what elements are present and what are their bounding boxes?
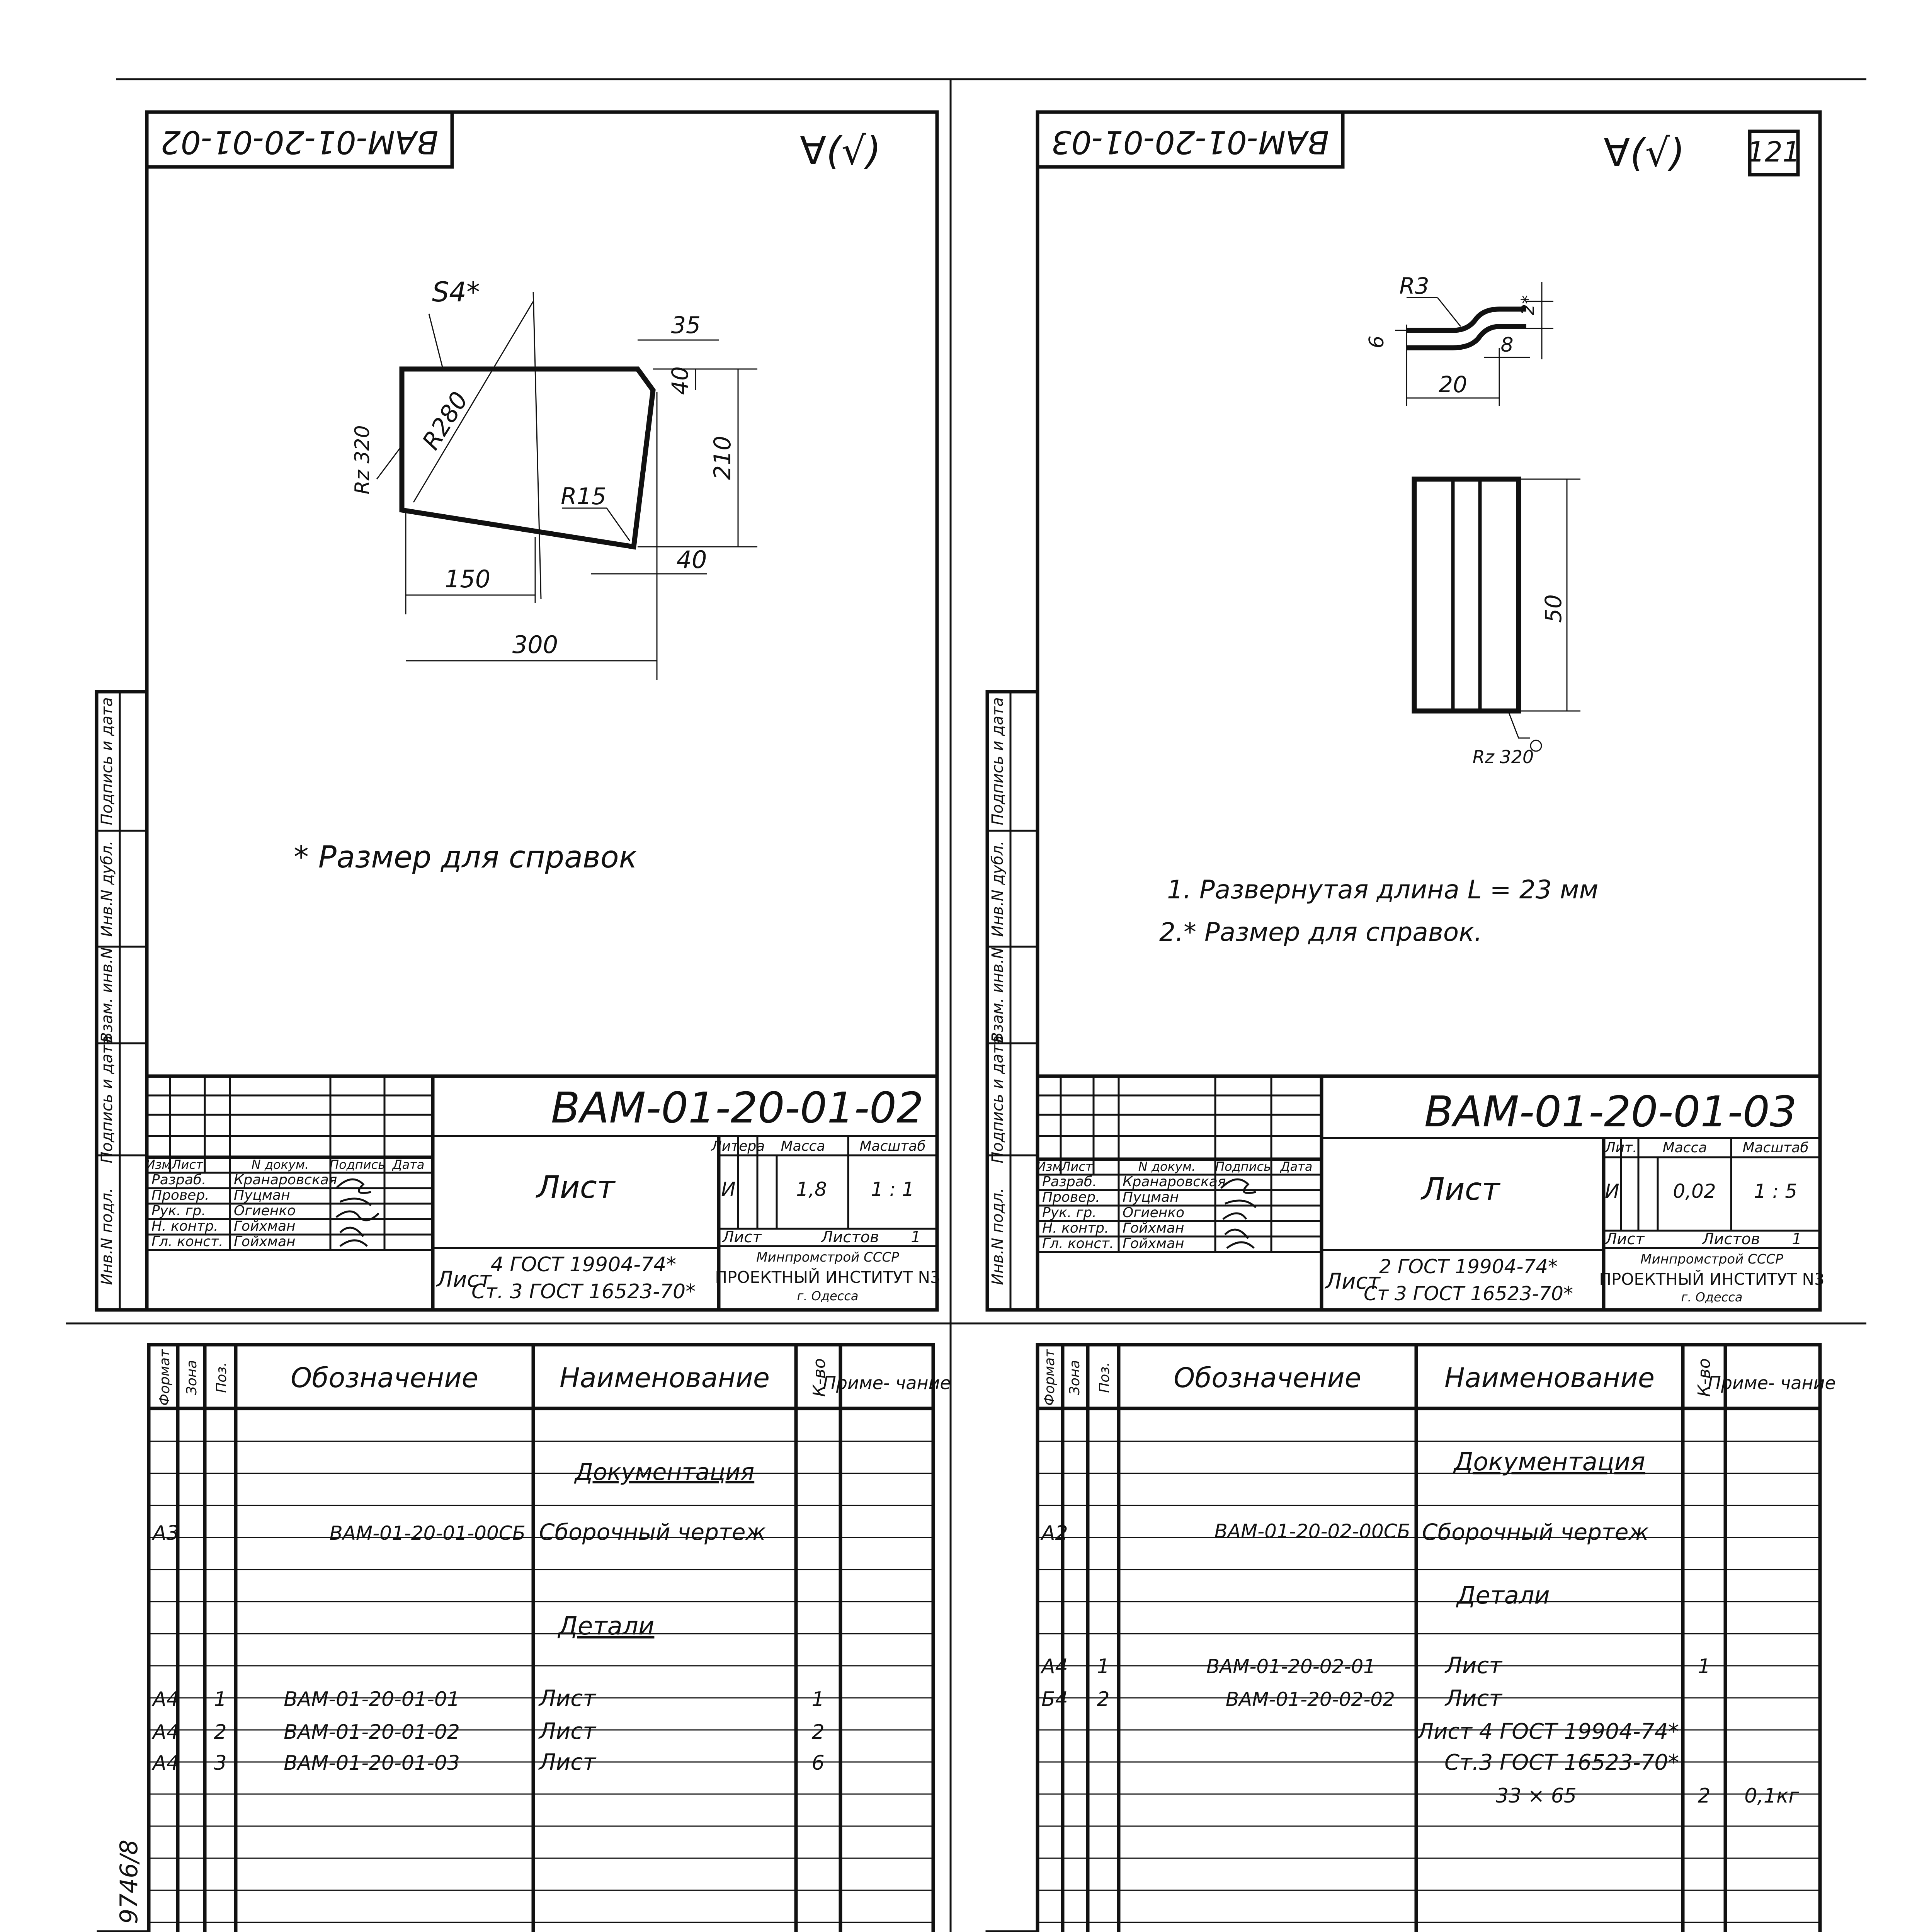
hdr-pos: Поз. bbox=[1097, 1362, 1112, 1393]
org-line1: Минпромстрой СССР bbox=[1640, 1252, 1783, 1267]
roughness-mark: ∀(√) bbox=[1604, 130, 1685, 175]
material-top: 4 ГОСТ 19904-74* bbox=[490, 1253, 677, 1276]
row-note: 0,1кг bbox=[1744, 1784, 1799, 1808]
material-top: 2 ГОСТ 19904-74* bbox=[1379, 1255, 1558, 1278]
stamp-sign2: Подпись и дата bbox=[98, 697, 116, 825]
person-nkontr: Гойхман bbox=[234, 1218, 296, 1234]
row-format: А4 bbox=[153, 1752, 179, 1775]
row-designation: ВАМ-01-20-01-00СБ bbox=[329, 1522, 526, 1544]
row-pos: 2 bbox=[1097, 1688, 1110, 1711]
hdr-note: Приме- чание bbox=[823, 1372, 951, 1393]
org-line2: ПРОЕКТНЫЙ ИНСТИТУТ N3 bbox=[1599, 1270, 1825, 1289]
hdr-qty: К-во bbox=[810, 1358, 829, 1397]
scale-value: 1 : 5 bbox=[1754, 1180, 1798, 1202]
hdr-name: Наименование bbox=[560, 1362, 770, 1394]
row-name: 33 × 65 bbox=[1496, 1784, 1577, 1808]
row-qty: 2 bbox=[1698, 1784, 1711, 1808]
row-format: А2 bbox=[1041, 1522, 1068, 1545]
dim-35: 35 bbox=[671, 312, 701, 339]
sheets-value: 1 bbox=[911, 1228, 921, 1246]
person-ruk: Огиенко bbox=[234, 1203, 296, 1219]
roughness-mark: ∀(√) bbox=[800, 128, 881, 173]
material-prefix: Лист bbox=[437, 1267, 492, 1292]
mass-header: Масса bbox=[1662, 1140, 1707, 1156]
person-prover: Пуцман bbox=[234, 1187, 290, 1203]
stamp-inv: Инв.N подл. bbox=[989, 1188, 1007, 1285]
row-format: А4 bbox=[153, 1721, 179, 1744]
dim-40-top: 40 bbox=[667, 366, 693, 395]
row-name: Документация bbox=[1454, 1448, 1645, 1476]
hdr-izm: Изм bbox=[1036, 1159, 1062, 1174]
row-name: Детали bbox=[558, 1612, 655, 1641]
org-line3: г. Одесса bbox=[1681, 1290, 1743, 1304]
org-line2: ПРОЕКТНЫЙ ИНСТИТУТ N3 bbox=[715, 1268, 941, 1287]
dim-r3: R3 bbox=[1399, 273, 1429, 299]
side-stamp bbox=[987, 692, 1038, 1310]
hdr-format: Формат bbox=[1042, 1349, 1058, 1406]
sheet-top-left bbox=[97, 112, 941, 1310]
row-format: Б4 bbox=[1041, 1688, 1068, 1711]
role-razrab: Разраб. bbox=[151, 1172, 206, 1188]
sheet-label: Лист bbox=[722, 1228, 762, 1246]
dim-300: 300 bbox=[512, 631, 558, 659]
row-pos: 3 bbox=[214, 1752, 227, 1775]
person-ruk: Огиенко bbox=[1123, 1205, 1185, 1221]
hdr-date: Дата bbox=[392, 1157, 425, 1172]
row-designation: ВАМ-01-20-01-01 bbox=[284, 1688, 460, 1711]
dim-6: 6 bbox=[1365, 335, 1388, 349]
stamp-sign1: Подпись и дата bbox=[989, 1035, 1007, 1163]
sheet-bottom-left bbox=[99, 1345, 951, 1932]
center-line bbox=[533, 292, 541, 599]
row-qty: 1 bbox=[811, 1688, 825, 1711]
dim-50: 50 bbox=[1540, 594, 1567, 623]
dim-r280: R280 bbox=[417, 386, 474, 455]
role-glkonst: Гл. конст. bbox=[1042, 1236, 1114, 1252]
hdr-izm: Изм bbox=[146, 1157, 171, 1172]
sheets-label: Листов bbox=[1702, 1230, 1760, 1248]
dim-2: 2* bbox=[1517, 295, 1538, 316]
sheets-value: 1 bbox=[1792, 1230, 1802, 1248]
material-prefix: Лист bbox=[1325, 1269, 1380, 1294]
mass-header: Масса bbox=[781, 1138, 825, 1154]
org-line1: Минпромстрой СССР bbox=[756, 1250, 899, 1265]
doc-code: ВАМ-01-20-01-03 bbox=[1424, 1087, 1797, 1136]
lit-value: И bbox=[721, 1178, 736, 1201]
sheet-number: 121 bbox=[1747, 136, 1800, 168]
hdr-sign: Подпись bbox=[1215, 1159, 1271, 1174]
part-name: Лист bbox=[536, 1169, 615, 1205]
row-name: Лист bbox=[1445, 1685, 1502, 1711]
material-bottom: Ст 3 ГОСТ 16523-70* bbox=[1364, 1282, 1573, 1305]
s-leader bbox=[429, 314, 442, 367]
row-name: Лист 4 ГОСТ 19904-74* bbox=[1417, 1719, 1679, 1744]
hdr-zone: Зона bbox=[1067, 1360, 1083, 1395]
role-ruk: Рук. гр. bbox=[151, 1203, 206, 1219]
lit-header: Лит. bbox=[1605, 1140, 1637, 1156]
reference-note: * Размер для справок bbox=[294, 840, 637, 875]
role-ruk: Рук. гр. bbox=[1042, 1205, 1097, 1221]
vertical-archive-note: 9746/8 bbox=[115, 1839, 143, 1924]
dim-40-bottom: 40 bbox=[676, 546, 707, 574]
row-qty: 1 bbox=[1698, 1655, 1711, 1678]
role-nkontr: Н. контр. bbox=[151, 1218, 218, 1234]
hdr-sign: Подпись bbox=[330, 1157, 385, 1172]
dim-20: 20 bbox=[1439, 371, 1467, 398]
person-glkonst: Гойхман bbox=[1123, 1236, 1184, 1252]
hdr-designation: Обозначение bbox=[1174, 1362, 1361, 1394]
side-stamp bbox=[97, 692, 147, 1310]
spec-row-lines bbox=[1038, 1441, 1820, 1932]
r15-leader bbox=[607, 508, 630, 541]
person-razrab: Кранаровская bbox=[234, 1172, 337, 1188]
row-qty: 2 bbox=[811, 1721, 825, 1744]
title-block bbox=[146, 1076, 940, 1310]
lit-value: И bbox=[1605, 1180, 1619, 1202]
sheets-label: Листов bbox=[821, 1228, 879, 1246]
hdr-qty: К-во bbox=[1694, 1358, 1714, 1397]
rz-mark bbox=[1509, 713, 1530, 738]
row-pos: 2 bbox=[214, 1721, 227, 1744]
row-name: Лист bbox=[539, 1749, 596, 1775]
row-designation: ВАМ-01-20-01-02 bbox=[284, 1721, 460, 1744]
row-name: Лист bbox=[539, 1685, 596, 1711]
person-glkonst: Гойхман bbox=[234, 1234, 296, 1250]
lit-header: Литера bbox=[711, 1138, 765, 1154]
mass-value: 1,8 bbox=[796, 1178, 827, 1201]
person-nkontr: Гойхман bbox=[1123, 1220, 1184, 1236]
role-nkontr: Н. контр. bbox=[1042, 1220, 1109, 1236]
row-format: А3 bbox=[153, 1522, 179, 1545]
row-name: Документация bbox=[575, 1459, 755, 1486]
mirrored-code: ВАМ-01-20-01-02 bbox=[160, 123, 439, 160]
stamp-sign1: Подпись и дата bbox=[98, 1035, 116, 1163]
role-glkonst: Гл. конст. bbox=[151, 1234, 223, 1250]
row-format: А4 bbox=[153, 1688, 179, 1711]
dim-210: 210 bbox=[709, 435, 736, 480]
row-designation: ВАМ-01-20-01-03 bbox=[284, 1752, 460, 1775]
row-designation: ВАМ-01-20-02-02 bbox=[1225, 1688, 1395, 1711]
scale-header: Масштаб bbox=[859, 1138, 926, 1154]
note-1: 1. Развернутая длина L = 23 мм bbox=[1167, 875, 1599, 905]
mirrored-code: ВАМ-01-20-01-03 bbox=[1051, 123, 1329, 160]
dim-s4: S4* bbox=[432, 276, 480, 308]
hdr-list: Лист bbox=[172, 1157, 203, 1172]
scale-value: 1 : 1 bbox=[871, 1178, 915, 1201]
hdr-date: Дата bbox=[1280, 1159, 1313, 1174]
stamp-inv: Инв.N подл. bbox=[98, 1188, 116, 1285]
stamp-sign2: Подпись и дата bbox=[989, 697, 1007, 825]
rz-leader bbox=[377, 448, 400, 479]
row-designation: ВАМ-01-20-02-00СБ bbox=[1214, 1520, 1410, 1543]
hdr-doc: N докум. bbox=[1138, 1159, 1196, 1174]
row-pos: 1 bbox=[1097, 1655, 1110, 1678]
role-prover: Провер. bbox=[151, 1187, 209, 1203]
row-name: Сборочный чертеж bbox=[1422, 1519, 1649, 1545]
hdr-list: Лист bbox=[1061, 1159, 1093, 1174]
row-name: Сборочный чертеж bbox=[539, 1519, 766, 1545]
org-line3: г. Одесса bbox=[797, 1289, 859, 1303]
mass-value: 0,02 bbox=[1673, 1180, 1716, 1202]
frame bbox=[1038, 1345, 1820, 1932]
sheet-top-right bbox=[987, 112, 1825, 1310]
person-prover: Пуцман bbox=[1123, 1189, 1179, 1205]
row-pos: 1 bbox=[214, 1688, 227, 1711]
stamp-dubl: Инв.N дубл. bbox=[989, 840, 1007, 937]
title-block bbox=[1036, 1076, 1824, 1310]
dim-r15: R15 bbox=[560, 483, 607, 510]
row-name: Лист bbox=[1445, 1652, 1502, 1679]
role-razrab: Разраб. bbox=[1042, 1174, 1097, 1190]
dim-150: 150 bbox=[444, 565, 491, 593]
sheet-label: Лист bbox=[1605, 1230, 1645, 1248]
sheet-bottom-right bbox=[987, 1345, 1836, 1932]
hdr-designation: Обозначение bbox=[291, 1362, 478, 1394]
frame bbox=[149, 1345, 933, 1932]
scale-header: Масштаб bbox=[1742, 1140, 1809, 1156]
hdr-note: Приме- чание bbox=[1708, 1372, 1836, 1393]
part-name: Лист bbox=[1421, 1171, 1500, 1207]
stamp-vzam: Взам. инв.N bbox=[989, 947, 1007, 1043]
hdr-format: Формат bbox=[157, 1349, 173, 1406]
hdr-name: Наименование bbox=[1444, 1362, 1655, 1394]
row-format: А4 bbox=[1041, 1655, 1068, 1678]
row-qty: 6 bbox=[811, 1752, 825, 1775]
roughness-rz320: Rz 320 bbox=[351, 425, 374, 495]
hdr-pos: Поз. bbox=[214, 1362, 230, 1393]
note-2: 2.* Размер для справок. bbox=[1159, 917, 1482, 947]
signatures bbox=[336, 1179, 379, 1246]
hdr-doc: N докум. bbox=[251, 1157, 309, 1172]
row-name: Ст.3 ГОСТ 16523-70* bbox=[1444, 1750, 1679, 1775]
role-prover: Провер. bbox=[1042, 1189, 1100, 1205]
plan-view-outline bbox=[1414, 479, 1519, 711]
roughness-rz320: Rz 320 bbox=[1472, 747, 1534, 767]
row-designation: ВАМ-01-20-02-01 bbox=[1206, 1655, 1376, 1678]
doc-code: ВАМ-01-20-01-02 bbox=[551, 1083, 924, 1133]
row-name: Детали bbox=[1457, 1581, 1550, 1609]
hdr-zone: Зона bbox=[184, 1360, 200, 1395]
person-razrab: Кранаровская bbox=[1123, 1174, 1226, 1190]
stamp-dubl: Инв.N дубл. bbox=[98, 840, 116, 937]
stamp-vzam: Взам. инв.N bbox=[98, 947, 116, 1043]
dim-8: 8 bbox=[1500, 333, 1514, 357]
row-name: Лист bbox=[539, 1718, 596, 1744]
material-bottom: Ст. 3 ГОСТ 16523-70* bbox=[471, 1280, 696, 1303]
